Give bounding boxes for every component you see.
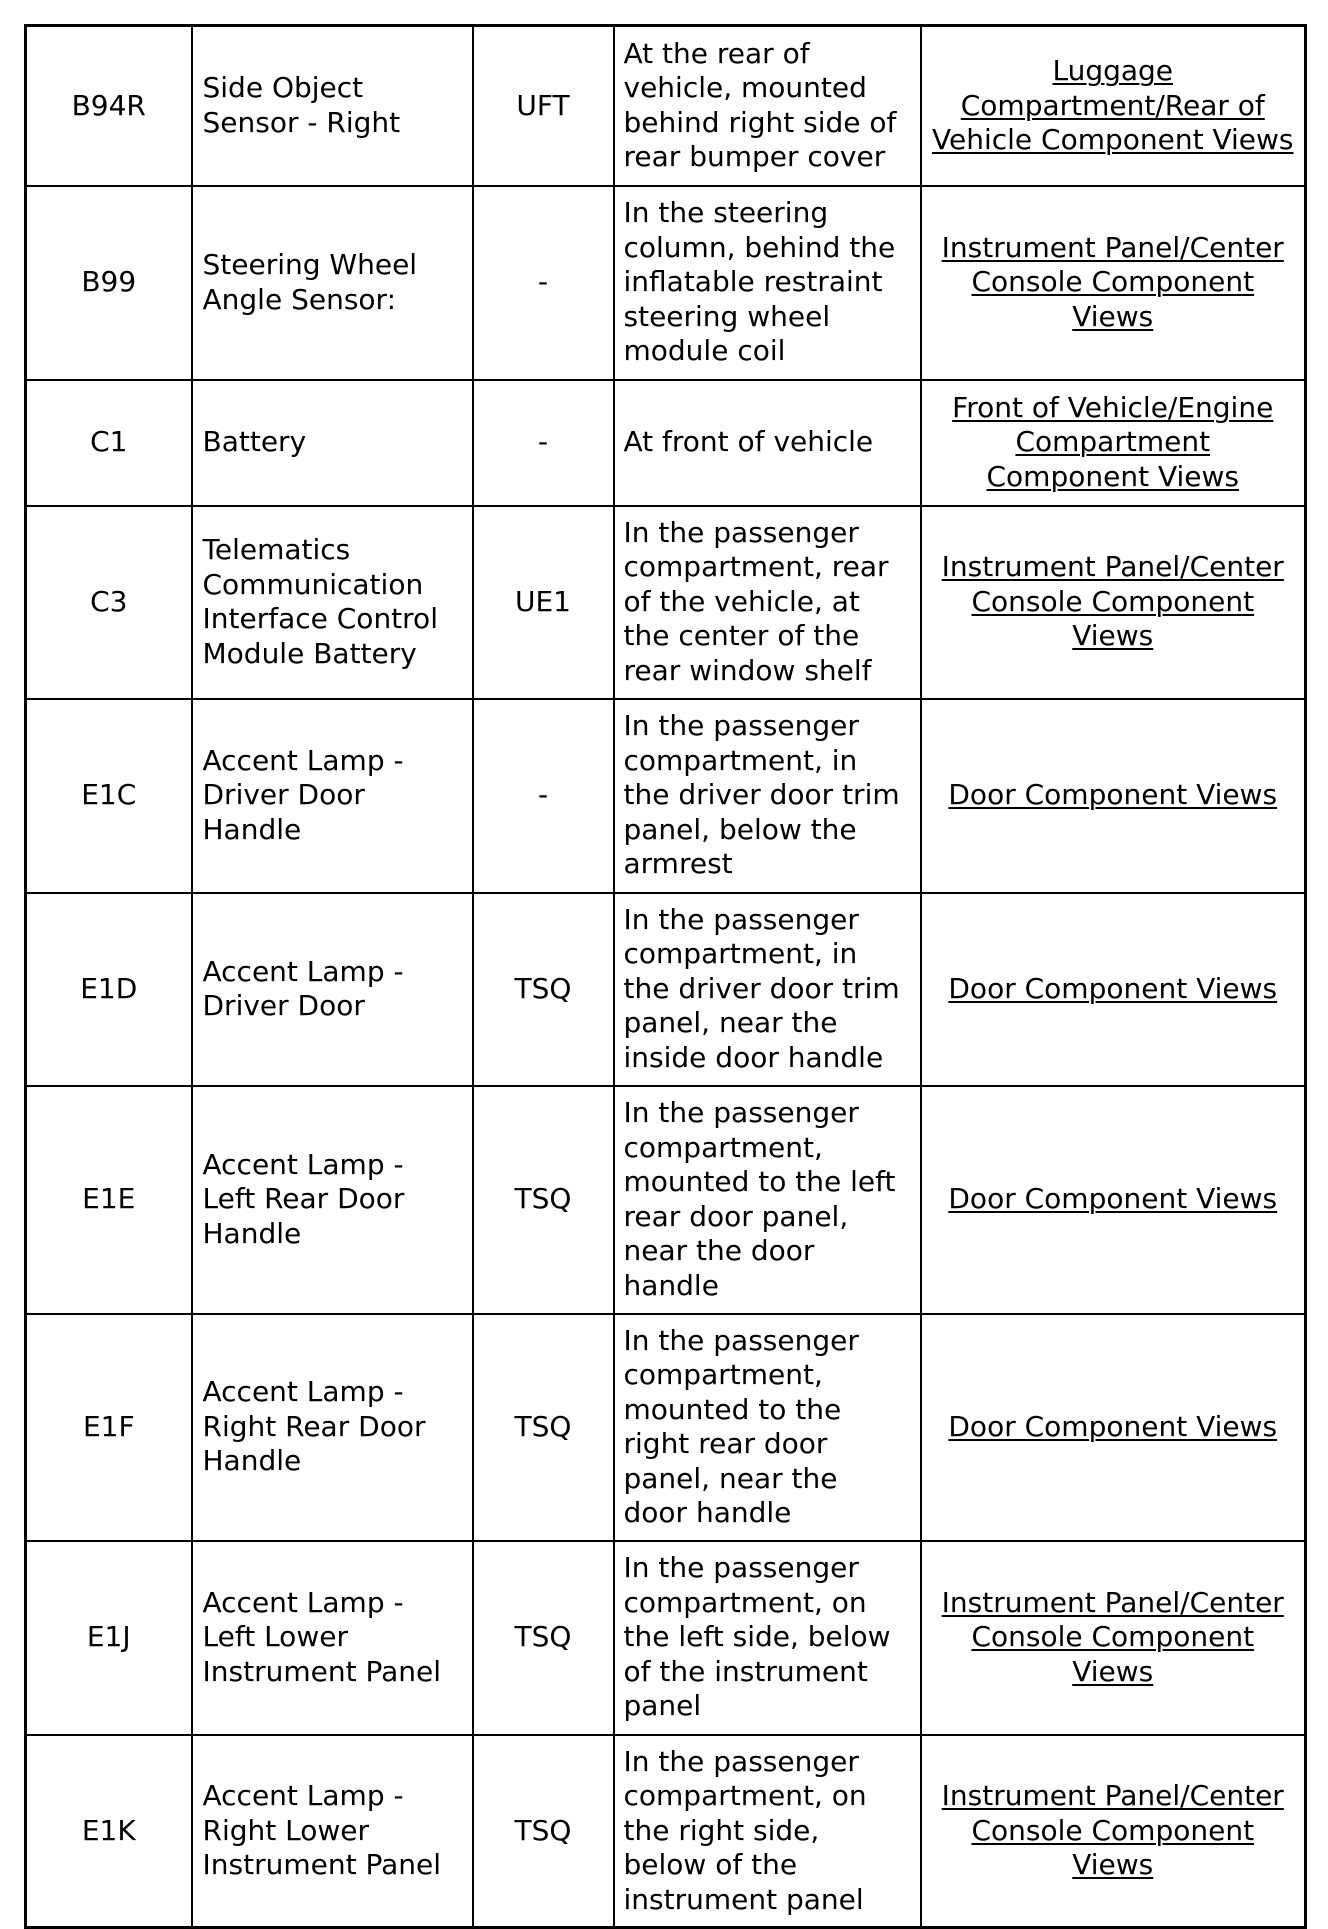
component-location: In the steering column, behind the inflatable restraint steering wheel module coil [614, 186, 921, 380]
table-row [26, 506, 1306, 699]
component-locator-table [24, 24, 1307, 1929]
component-view-link[interactable]: Door Component Views [948, 778, 1278, 812]
component-view-cell [921, 1086, 1306, 1314]
table-row [26, 380, 1306, 506]
component-view-link[interactable]: Door Component Views [948, 1409, 1278, 1443]
component-view-cell [921, 1541, 1306, 1735]
component-code: E1C [26, 699, 192, 893]
component-view-cell [921, 186, 1306, 380]
component-view-cell [921, 26, 1306, 186]
option-code: - [473, 186, 614, 380]
component-location: At front of vehicle [614, 380, 921, 506]
component-location: In the passenger compartment, mounted to the left rear door panel, near the door handle [614, 1086, 921, 1314]
component-name: Accent Lamp - Left Rear Door Handle [192, 1086, 473, 1314]
table-row [26, 1314, 1306, 1541]
table-row [26, 26, 1306, 186]
component-code: E1F [26, 1314, 192, 1541]
option-code: - [473, 699, 614, 893]
option-code: - [473, 380, 614, 506]
component-location: In the passenger compartment, on the right side, below of the instrument panel [614, 1735, 921, 1928]
table-row [26, 1086, 1306, 1314]
component-location: In the passenger compartment, in the driver door trim panel, below the armrest [614, 699, 921, 893]
table-row [26, 893, 1306, 1086]
component-code: E1E [26, 1086, 192, 1314]
component-view-cell [921, 506, 1306, 699]
table-row [26, 1541, 1306, 1735]
component-name: Telematics Communication Interface Control Module Battery [192, 506, 473, 699]
option-code: TSQ [473, 1086, 614, 1314]
component-view-link[interactable]: Front of Vehicle/Engine Compartment Component Views [952, 390, 1274, 493]
component-view-link[interactable]: Luggage Compartment/Rear of Vehicle Component Views [931, 54, 1294, 156]
component-view-link[interactable]: Instrument Panel/Center Console Component Views [941, 230, 1284, 333]
component-location: In the passenger compartment, on the left side, below of the instrument panel [614, 1541, 921, 1735]
component-code: B94R [26, 26, 192, 186]
component-view-link[interactable]: Instrument Panel/Center Console Component Views [941, 1585, 1284, 1688]
component-name: Side Object Sensor - Right [192, 26, 473, 186]
component-view-cell [921, 1735, 1306, 1928]
option-code: UE1 [473, 506, 614, 699]
table-row [26, 186, 1306, 380]
component-view-cell [921, 699, 1306, 893]
component-view-link[interactable]: Instrument Panel/Center Console Component Views [941, 550, 1284, 653]
component-location: In the passenger compartment, in the driver door trim panel, near the inside door handle [614, 893, 921, 1086]
table-row [26, 699, 1306, 893]
option-code: TSQ [473, 1314, 614, 1541]
component-view-cell [921, 380, 1306, 506]
option-code: TSQ [473, 1541, 614, 1735]
component-code: B99 [26, 186, 192, 380]
component-name: Accent Lamp - Driver Door Handle [192, 699, 473, 893]
component-location: In the passenger compartment, mounted to the right rear door panel, near the door handle [614, 1314, 921, 1541]
component-name: Steering Wheel Angle Sensor: [192, 186, 473, 380]
component-view-cell [921, 1314, 1306, 1541]
component-view-link[interactable]: Door Component Views [948, 971, 1278, 1005]
component-name: Accent Lamp - Right Lower Instrument Panel [192, 1735, 473, 1928]
option-code: UFT [473, 26, 614, 186]
table-row [26, 1735, 1306, 1928]
component-name: Accent Lamp - Driver Door [192, 893, 473, 1086]
option-code: TSQ [473, 1735, 614, 1928]
component-location: At the rear of vehicle, mounted behind right side of rear bumper cover [614, 26, 921, 186]
component-view-link[interactable]: Instrument Panel/Center Console Component Views [941, 1779, 1284, 1881]
component-name: Battery [192, 380, 473, 506]
component-code: E1D [26, 893, 192, 1086]
component-location: In the passenger compartment, rear of the vehicle, at the center of the rear window shelf [614, 506, 921, 699]
component-view-link[interactable]: Door Component Views [948, 1182, 1278, 1216]
component-name: Accent Lamp - Left Lower Instrument Panel [192, 1541, 473, 1735]
component-code: C3 [26, 506, 192, 699]
option-code: TSQ [473, 893, 614, 1086]
component-view-cell [921, 893, 1306, 1086]
component-name: Accent Lamp - Right Rear Door Handle [192, 1314, 473, 1541]
component-code: E1J [26, 1541, 192, 1735]
component-code: C1 [26, 380, 192, 506]
component-code: E1K [26, 1735, 192, 1928]
